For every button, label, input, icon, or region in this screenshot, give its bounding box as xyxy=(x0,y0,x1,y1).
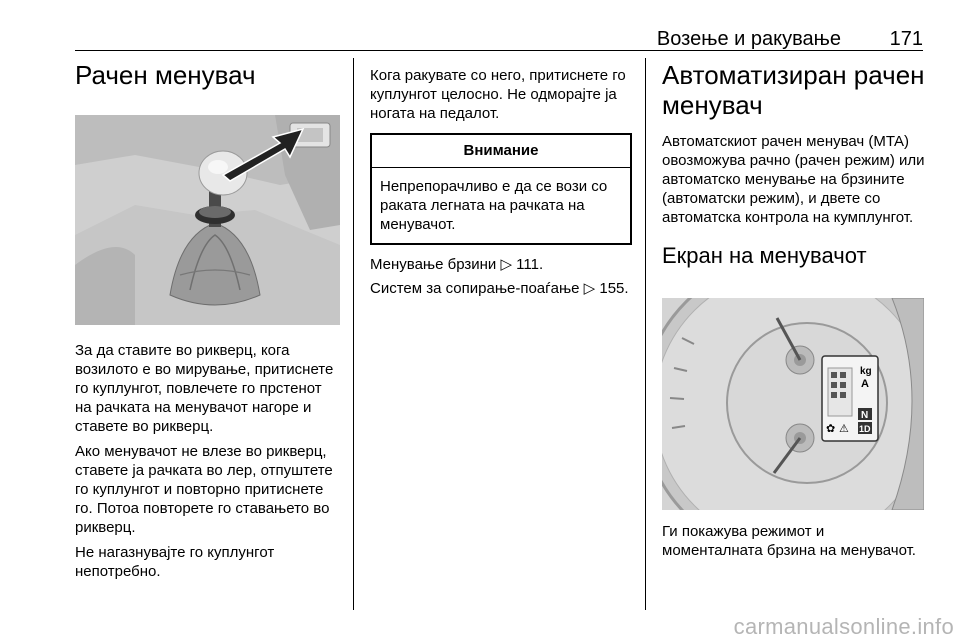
column-2 xyxy=(370,60,632,298)
paragraph-reverse-1: За да ставите во рикверц, кога возилото е во мирување, притиснете го куплунгот, повлечете го прстенот на рачката на менувачот нагоре и ставете во рикверц. xyxy=(75,342,334,435)
watermark: carmanualsonline.info xyxy=(733,614,954,639)
display-neutral: N xyxy=(861,410,869,421)
paragraph-mta: Автоматскиот рачен менувач (MTA) овозможува рачно (рачен режим) или автоматско менување на брзините (автоматски режим), и двете со автоматска контрола на кумплунгот. xyxy=(662,133,925,226)
heading-transmission-display: Екран на менувачот xyxy=(662,243,867,268)
instrument-cluster-illustration xyxy=(662,298,924,510)
warning-box xyxy=(370,133,632,245)
display-kg-label: kg xyxy=(860,366,872,377)
reference-stop-start: Систем за сопирање-поаѓање ▷ 155. xyxy=(370,280,629,297)
heading-manual-transmission: Рачен менувач xyxy=(75,60,256,90)
heading-automated-manual: Автоматизиран рачен менувач xyxy=(662,60,925,120)
warning-icon: ⚠ xyxy=(839,422,849,435)
header-rule xyxy=(75,50,923,51)
reference-gear-change: Менување брзини ▷ 111. xyxy=(370,256,544,273)
paragraph-clutch-full: Кога ракувате со него, притиснете го куплунгот целосно. Не одморајте ја ногата на педалот. xyxy=(370,67,626,122)
warning-title: Внимание xyxy=(372,135,630,168)
column-1 xyxy=(75,60,340,580)
gear-lever-illustration xyxy=(75,115,340,325)
page-header xyxy=(75,24,923,50)
paragraph-reverse-2: Ако менувачот не влезе во рикверц, ставете ја рачката во лер, отпуштете го куплунгот и повторно притиснете го. Потоа повторете го ставањето во рикверц. xyxy=(75,443,333,536)
section-title: Возење и ракување xyxy=(656,28,841,50)
column-3 xyxy=(662,60,927,559)
column-divider-2 xyxy=(645,58,646,610)
display-gear-code: 1D xyxy=(859,424,871,434)
page-number: 171 xyxy=(889,28,923,50)
column-divider-1 xyxy=(353,58,354,610)
paragraph-clutch: Не нагазнувајте го куплунгот непотребно. xyxy=(75,544,275,580)
display-mode-a: A xyxy=(861,378,869,390)
paragraph-display-info: Ги покажува режимот и моменталната брзина на менувачот. xyxy=(662,523,916,559)
eco-icon: ✿ xyxy=(826,422,836,435)
warning-text: Непрепорачливо е да се вози со раката легната на рачката на менувачот. xyxy=(380,178,608,233)
